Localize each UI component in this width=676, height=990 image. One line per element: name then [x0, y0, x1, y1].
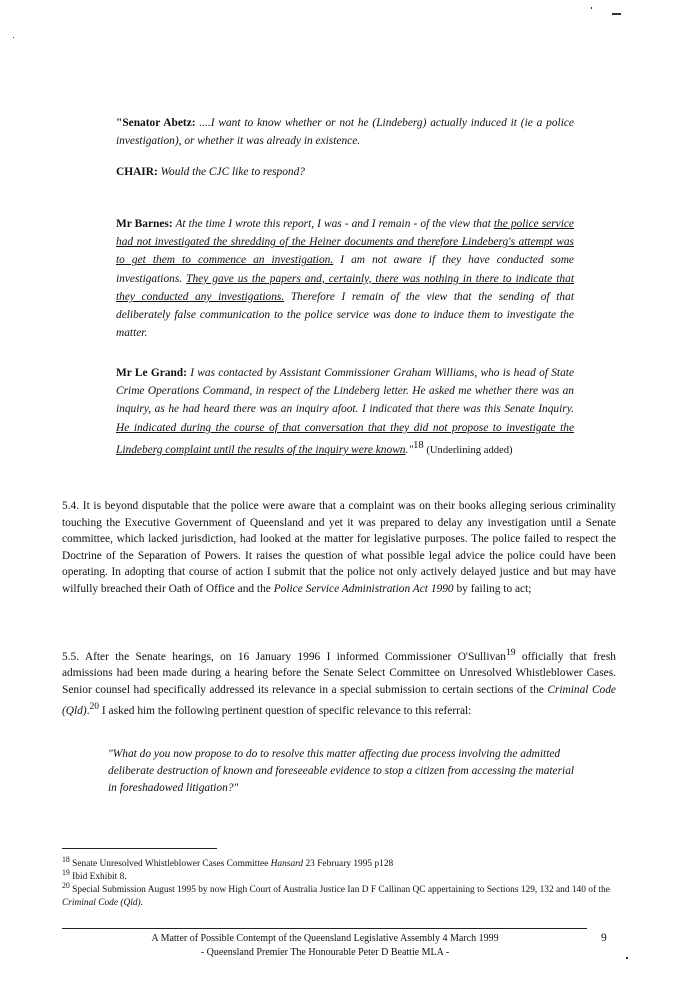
footnote-text: Senate Unresolved Whistleblower Cases Committee	[69, 859, 271, 870]
footer-line-1: A Matter of Possible Contempt of the Queensland Legislative Assembly 4 March 1999	[151, 933, 499, 944]
paragraph-text: .	[86, 704, 90, 717]
footnote-divider	[62, 848, 217, 849]
footnote-number: 18	[62, 855, 70, 864]
quote-text: At the time I wrote this report, I was - and I remain - of the view that	[172, 218, 494, 230]
footnote-ref: 20	[89, 701, 100, 712]
speaker-name: Mr Barnes:	[116, 218, 173, 230]
paragraph-5-5	[62, 645, 616, 719]
footer-line-2: - Queensland Premier The Honourable Peter D Beattie MLA -	[200, 947, 450, 958]
quote-text: I was contacted by Assistant Commissioner Graham Williams, who is head of State Crime Operations Command, in respect of the Lindeberg letter. He asked me whether there was an inquiry, as he had heard there was an inquiry afoot. I indicated that there was this Senate Inquiry.	[116, 367, 574, 416]
quote-text: I am not aware if they have conducted some investigations.	[116, 254, 574, 285]
paragraph-text: I asked him the following pertinent question of specific relevance to this referral:	[99, 704, 472, 717]
underlining-note: (Underlining added)	[423, 444, 513, 456]
footnote-ref: 19	[505, 648, 516, 658]
quote-text: Would the CJC like to respond?	[157, 166, 305, 178]
speaker-name: CHAIR:	[116, 166, 158, 178]
paragraph-text: It is beyond disputable that the police were aware that a complaint was on their books alleging serious criminality touching the Executive Government of Queensland and yet it was prepared to delay any investigation until a Senate committee, which lacked jurisdiction, had looked at the matter for legislative purposes. The police failed to respect the Doctrine of the Separation of Powers. It raises the question of what possible legal advice the police could have been operating. In adopting that course of action I submit that the police not only actively delayed justice and but may have wilfully breached their Oath of Office and the	[62, 500, 616, 595]
footnote-text: Special Submission August 1995 by now High Court of Australia Justice Ian D F Callinan QC appertaining to Sections 129, 132 and 140 of the	[69, 885, 610, 896]
footnote-text: Ibid Exhibit 8.	[69, 872, 127, 883]
footnote-italic: Criminal Code (Qld)	[62, 897, 141, 908]
paragraph-number: 5.4.	[62, 500, 80, 512]
speaker-name: Mr Le Grand:	[116, 367, 187, 379]
code-title: Criminal Code (Qld)	[62, 683, 616, 717]
footnote-number: 20	[62, 881, 70, 890]
paragraph-text: officially that fresh admissions had been made during a hearing before the Senate Select Committee on Unresolved Whistleblower Cases. Senior counsel had specifically addressed its relevance in a special submission to certain sections of the	[62, 650, 616, 696]
footer-divider	[62, 928, 587, 929]
quote-legrand	[116, 364, 574, 460]
paragraph-text: by failing to act;	[453, 582, 532, 595]
scan-speck	[591, 7, 592, 9]
scan-speck	[13, 37, 14, 38]
footnote-number: 19	[62, 868, 70, 877]
scan-speck	[612, 13, 621, 15]
act-title: Police Service Administration Act 1990	[273, 582, 454, 595]
footnote-text: 23 February 1995 p128	[303, 859, 394, 870]
scan-speck	[626, 957, 628, 959]
block-quote: "What do you now propose to do to resolve this matter affecting due process involving the admitted deliberate destruction of known and foreseeable evidence to stop a citizen from accessing the material in foreshadowed litigation?"	[108, 748, 575, 794]
quote-text: ....I want to know whether or not he (Lindeberg) actually induced it (ie a police investigation), or whether it was already in existence.	[116, 117, 574, 148]
footnote-text: .	[140, 897, 143, 908]
footnote-italic: Hansard	[270, 859, 304, 870]
quote-chair	[116, 163, 574, 181]
quote-text: Therefore I remain of the view that the sending of that deliberately false communication to the police service was done to induce them to investigate the matter.	[116, 290, 574, 340]
footnote-ref: 18	[413, 439, 424, 451]
quote-text: ."	[405, 443, 414, 456]
underlined-text: They gave us the papers and, certainly, there was nothing in there to indicate that they conducted any investigations.	[116, 272, 574, 303]
underlined-text: the police service had not investigated the shredding of the Heiner documents and therefore Lindeberg's attempt was to get them to commence an investigation.	[116, 218, 574, 267]
footnote-20	[62, 880, 622, 909]
paragraph-text: After the Senate hearings, on 16 January 1996 I informed Commissioner O'Sullivan	[79, 650, 506, 663]
quote-abetz	[116, 114, 574, 150]
speaker-name: "Senator Abetz:	[116, 117, 196, 129]
underlined-text: He indicated during the course of that conversation that they did not propose to investigate the Lindeberg complaint until the results of the inquiry were known	[116, 421, 574, 456]
paragraph-number: 5.5.	[62, 650, 80, 663]
quote-barnes	[116, 215, 574, 342]
page-number: 9	[601, 932, 607, 944]
paragraph-5-4	[62, 498, 616, 598]
